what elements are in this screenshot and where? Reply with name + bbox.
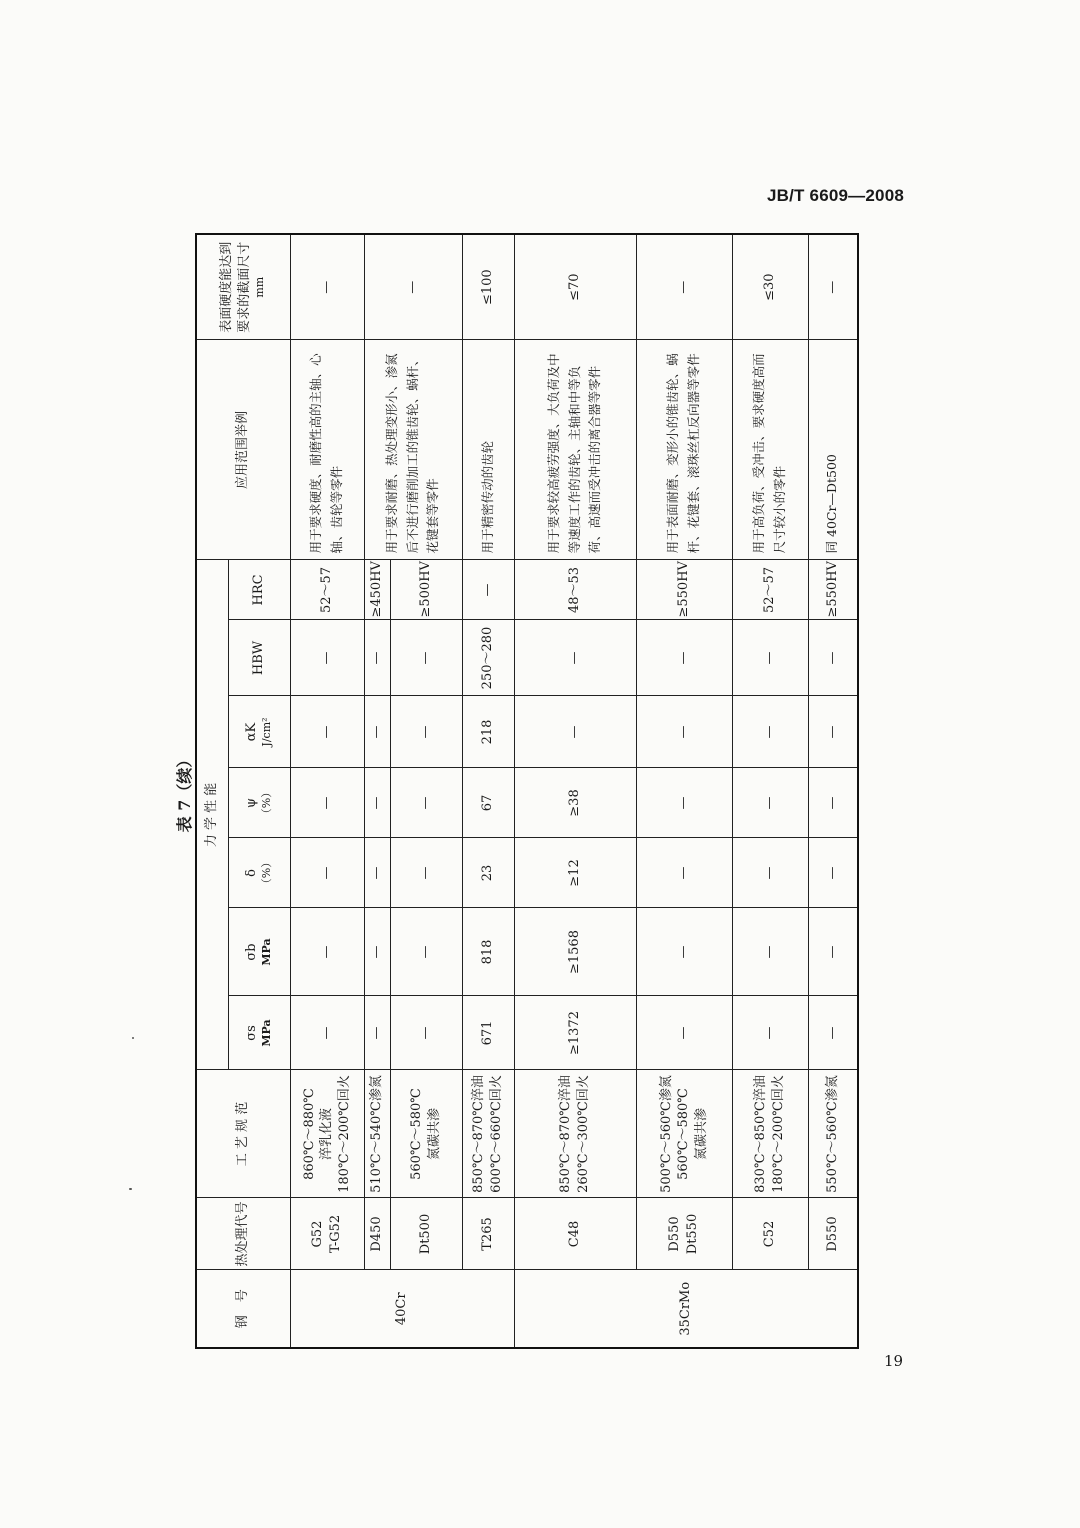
psi-cell: — — [636, 768, 732, 838]
ak-cell: — — [732, 696, 808, 768]
sigma-s-cell: — — [290, 996, 364, 1070]
application-cell: 用于要求耐磨、热处理变形小、渗氮后不进行磨削加工的锥齿轮、蜗杆、花键套等零件 — [364, 340, 462, 560]
process-line: 500℃～560℃渗氮 — [658, 1075, 674, 1193]
sigma-b-cell: — — [390, 908, 462, 996]
header-hrc: HRC — [228, 560, 290, 620]
header-steel: 钢 号 — [196, 1270, 290, 1348]
psi-cell: ≥38 — [514, 768, 636, 838]
rotated-table-block — [175, 235, 858, 1349]
header-sigma-s — [228, 996, 290, 1070]
hrc-cell: ≥550HV — [808, 560, 858, 620]
hbw-cell: — — [808, 620, 858, 696]
table-row — [462, 234, 514, 1348]
sigma-s-cell: ≥1372 — [514, 996, 636, 1070]
process-line: 560℃～580℃ — [409, 1088, 425, 1180]
sigma-s-cell: — — [732, 996, 808, 1070]
psi-cell: 67 — [462, 768, 514, 838]
process-line: 氮碳共渗 — [427, 1108, 442, 1161]
psi-cell: — — [364, 768, 390, 838]
sigma-s-cell: — — [636, 996, 732, 1070]
size-cell: — — [364, 234, 462, 340]
code-cell: Dt500 — [390, 1198, 462, 1270]
table-row — [364, 234, 390, 1348]
sigma-b-cell: 818 — [462, 908, 514, 996]
sigma-b-cell: — — [808, 908, 858, 996]
table-row — [514, 234, 636, 1348]
sigma-b-symbol: σb — [243, 943, 259, 961]
process-line: 850℃～870℃淬油 — [471, 1075, 487, 1193]
sigma-s-symbol: σs — [243, 1025, 259, 1041]
table-row — [290, 234, 364, 1348]
delta-cell: — — [390, 838, 462, 908]
code-cell — [636, 1198, 732, 1270]
standard-number: JB/T 6609—2008 — [767, 186, 904, 205]
size-cell: — — [808, 234, 858, 340]
application-cell: 用于精密传动的齿轮 — [462, 340, 514, 560]
process-line: 淬乳化液 — [319, 1108, 335, 1161]
header-application: 应用范围举例 — [196, 340, 290, 560]
header-ak — [228, 696, 290, 768]
delta-cell: — — [808, 838, 858, 908]
process-cell — [390, 1070, 462, 1198]
sigma-s-cell: — — [390, 996, 462, 1070]
sigma-b-cell: — — [636, 908, 732, 996]
application-cell: 用于表面耐磨、变形小的锥齿轮、蜗杆、花键套、滚珠丝杠反向器等零件 — [636, 340, 732, 560]
process-cell: 510℃～540℃渗氮 — [364, 1070, 390, 1198]
ak-cell: — — [364, 696, 390, 768]
ak-cell: 218 — [462, 696, 514, 768]
header-delta — [228, 838, 290, 908]
table-row — [808, 234, 858, 1348]
sigma-b-cell: ≥1568 — [514, 908, 636, 996]
process-line: 600℃～660℃回火 — [489, 1075, 504, 1193]
hrc-cell: 52～57 — [732, 560, 808, 620]
hrc-cell: 52～57 — [290, 560, 364, 620]
code-cell: T265 — [462, 1198, 514, 1270]
steel-grade-cell: 35CrMo — [514, 1270, 858, 1348]
page-number: 19 — [884, 1352, 904, 1370]
header-sigma-b — [228, 908, 290, 996]
application-cell: 用于高负荷、受冲击、要求硬度高而尺寸较小的零件 — [732, 340, 808, 560]
delta-cell: — — [290, 838, 364, 908]
process-line: 850℃～870℃淬油 — [558, 1075, 574, 1193]
ak-cell: — — [636, 696, 732, 768]
code-cell: D450 — [364, 1198, 390, 1270]
application-cell: 用于要求硬度、耐磨性高的主轴、心轴、齿轮等零件 — [290, 340, 364, 560]
header-section-size — [196, 234, 290, 340]
header-hbw: HBW — [228, 620, 290, 696]
delta-cell: — — [732, 838, 808, 908]
process-line: 180℃～200℃回火 — [771, 1075, 786, 1193]
process-line: 180℃～200℃回火 — [336, 1075, 352, 1193]
application-cell: 同 40Cr—Dt500 — [808, 340, 858, 560]
header-psi — [228, 768, 290, 838]
ak-cell: — — [390, 696, 462, 768]
ak-unit: J/cm² — [260, 717, 274, 747]
header-section-size-label: 表面硬度能达到要求的截面尺寸 — [219, 241, 252, 333]
scan-speck — [132, 1037, 134, 1039]
header-mechanical: 力 学 性 能 — [196, 560, 228, 1070]
process-cell — [732, 1070, 808, 1198]
ak-cell: — — [514, 696, 636, 768]
hrc-cell: ≥550HV — [636, 560, 732, 620]
header-process: 工 艺 规 范 — [196, 1070, 290, 1198]
process-line: 560℃～580℃ — [676, 1088, 692, 1180]
delta-cell: — — [364, 838, 390, 908]
psi-cell: — — [808, 768, 858, 838]
size-cell: — — [636, 234, 732, 340]
hbw-cell: — — [290, 620, 364, 696]
code-line: D550 — [667, 1216, 683, 1252]
hrc-cell: 48～53 — [514, 560, 636, 620]
application-cell: 用于要求较高疲劳强度、大负荷及中等速度工作的齿轮、主轴和中等负荷、高速而受冲击的离合器等零件 — [514, 340, 636, 560]
delta-cell: — — [636, 838, 732, 908]
size-cell: ≤100 — [462, 234, 514, 340]
hbw-cell: — — [364, 620, 390, 696]
delta-unit: （%） — [260, 856, 274, 890]
ak-cell: — — [808, 696, 858, 768]
sigma-s-cell: — — [808, 996, 858, 1070]
size-cell: — — [290, 234, 364, 340]
scan-speck — [129, 1188, 132, 1190]
sigma-b-cell: — — [364, 908, 390, 996]
hrc-cell: — — [462, 560, 514, 620]
size-cell: ≤70 — [514, 234, 636, 340]
hrc-cell: ≥500HV — [390, 560, 462, 620]
delta-symbol: δ — [243, 869, 259, 877]
process-cell — [290, 1070, 364, 1198]
sigma-s-unit: MPa — [260, 1019, 274, 1047]
code-cell: C52 — [732, 1198, 808, 1270]
size-cell: ≤30 — [732, 234, 808, 340]
hbw-cell: — — [390, 620, 462, 696]
process-line: 氮碳共渗 — [693, 1108, 709, 1161]
code-line: Dt550 — [685, 1213, 700, 1255]
sigma-s-cell: 671 — [462, 996, 514, 1070]
hbw-cell: — — [514, 620, 636, 696]
process-line: 830℃～850℃淬油 — [753, 1075, 769, 1193]
process-cell — [462, 1070, 514, 1198]
table-row — [732, 234, 808, 1348]
psi-unit: （%） — [260, 786, 274, 820]
psi-cell: — — [390, 768, 462, 838]
ak-cell: — — [290, 696, 364, 768]
table-row — [636, 234, 732, 1348]
hbw-cell: — — [732, 620, 808, 696]
psi-cell: — — [290, 768, 364, 838]
sigma-b-unit: MPa — [260, 938, 274, 966]
process-line: 860℃～880℃ — [301, 1088, 317, 1180]
psi-symbol: ψ — [243, 797, 259, 809]
code-cell: C48 — [514, 1198, 636, 1270]
delta-cell: 23 — [462, 838, 514, 908]
table-caption: 表 7（续） — [175, 751, 194, 833]
hbw-cell: — — [636, 620, 732, 696]
sigma-s-cell: — — [364, 996, 390, 1070]
code-line: T-G52 — [328, 1214, 343, 1254]
sigma-b-cell: — — [732, 908, 808, 996]
steel-grade-cell: 40Cr — [290, 1270, 514, 1348]
header-code: 热处理代号 — [196, 1198, 290, 1270]
process-cell: 550℃～560℃渗氮 — [808, 1070, 858, 1198]
delta-cell: ≥12 — [514, 838, 636, 908]
header-section-size-unit: mm — [253, 276, 267, 298]
ak-symbol: αK — [243, 722, 259, 742]
code-line: G52 — [310, 1220, 326, 1248]
hbw-cell: 250～280 — [462, 620, 514, 696]
process-cell — [514, 1070, 636, 1198]
psi-cell: — — [732, 768, 808, 838]
hrc-cell: ≥450HV — [364, 560, 390, 620]
heat-treatment-table — [195, 233, 859, 1349]
sigma-b-cell: — — [290, 908, 364, 996]
code-cell — [290, 1198, 364, 1270]
code-cell: D550 — [808, 1198, 858, 1270]
process-cell — [636, 1070, 732, 1198]
process-line: 260℃～300℃回火 — [576, 1075, 591, 1193]
